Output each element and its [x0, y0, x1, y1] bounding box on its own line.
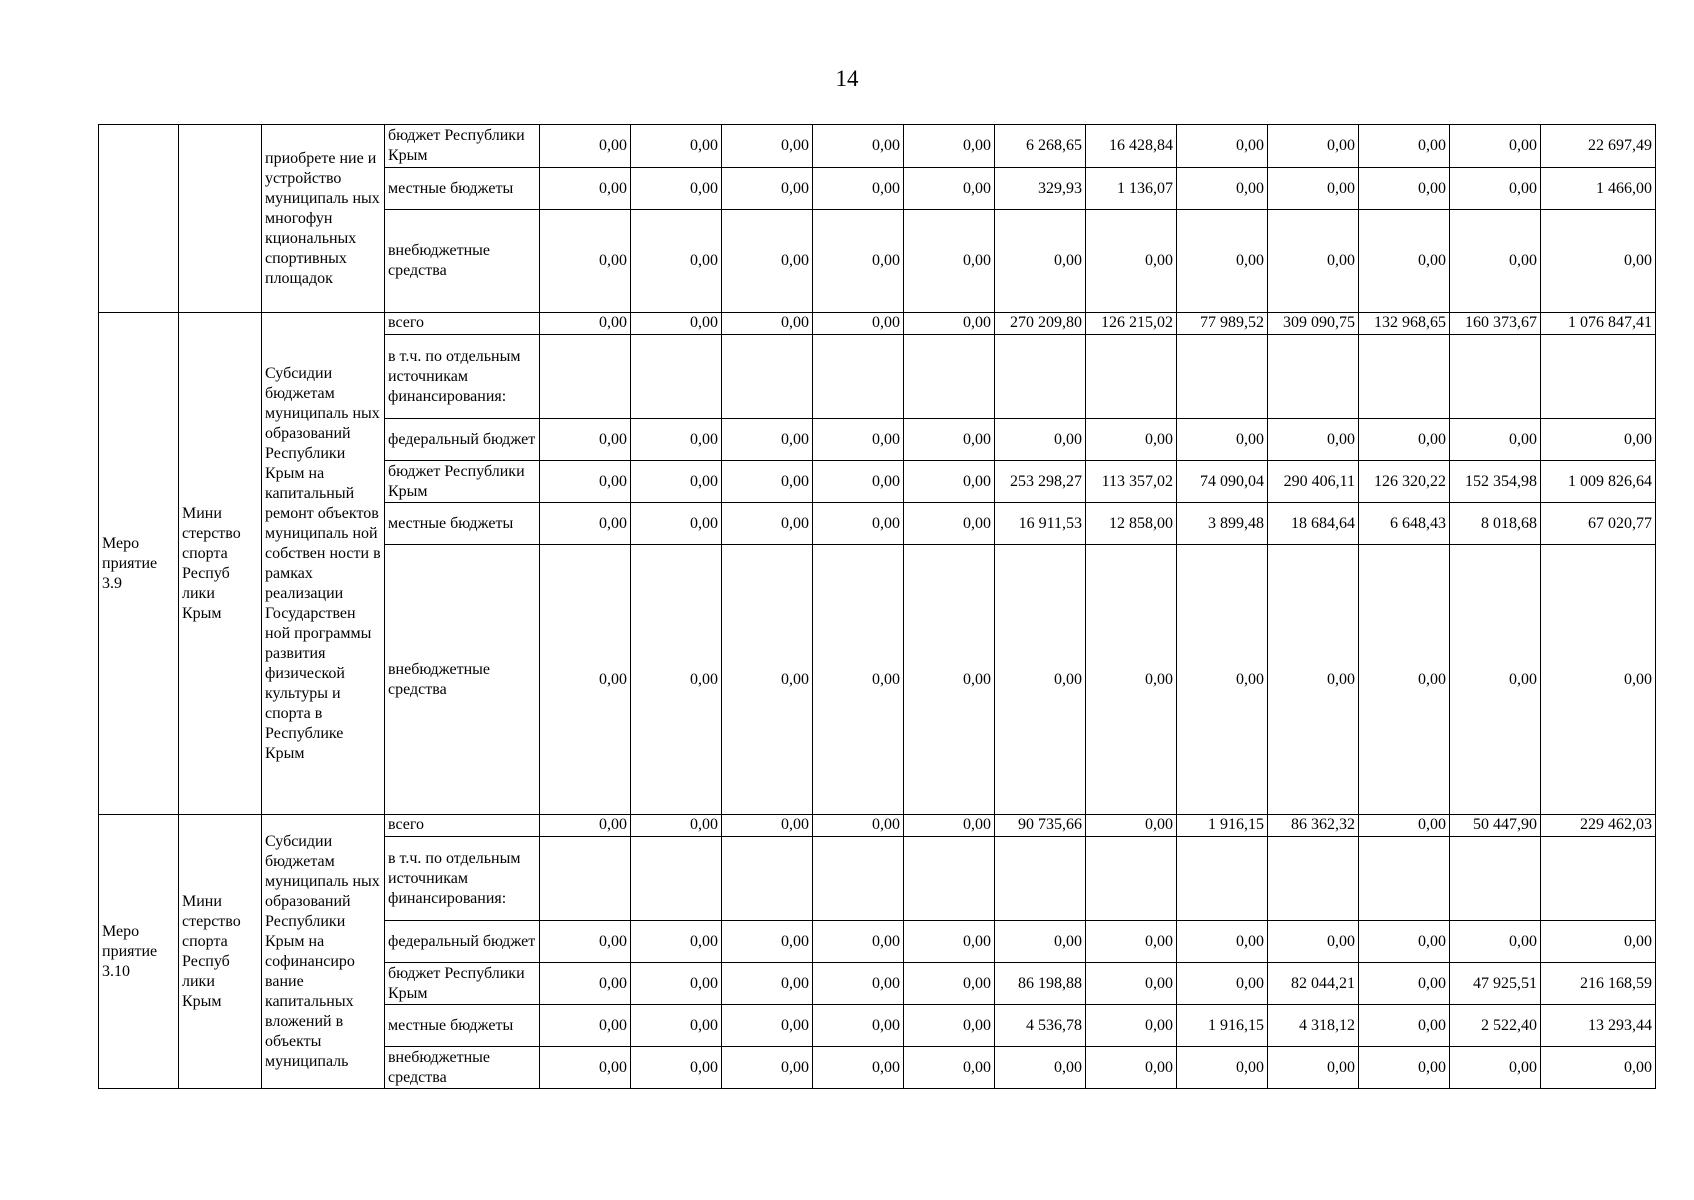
value-cell: 0,00: [1177, 1047, 1268, 1089]
total-value-cell: 0,00: [1541, 419, 1656, 461]
value-cell: 50 447,90: [1450, 815, 1541, 837]
total-value-cell: [1541, 335, 1656, 419]
value-cell: 2 522,40: [1450, 1005, 1541, 1047]
value-cell: 0,00: [813, 1047, 904, 1089]
value-cell: 0,00: [1359, 545, 1450, 815]
value-cell: 0,00: [1086, 419, 1177, 461]
value-cell: [1086, 335, 1177, 419]
value-cell: 82 044,21: [1268, 963, 1359, 1005]
value-cell: 0,00: [540, 503, 631, 545]
value-cell: 0,00: [904, 545, 995, 815]
value-cell: 0,00: [1450, 125, 1541, 168]
value-cell: 0,00: [540, 313, 631, 335]
total-value-cell: 1 076 847,41: [1541, 313, 1656, 335]
value-cell: 6 268,65: [995, 125, 1086, 168]
value-cell: 0,00: [1268, 168, 1359, 210]
value-cell: 0,00: [904, 1047, 995, 1089]
total-value-cell: 216 168,59: [1541, 963, 1656, 1005]
value-cell: 0,00: [631, 125, 722, 168]
value-cell: 0,00: [540, 921, 631, 963]
value-cell: 0,00: [904, 503, 995, 545]
funding-source-cell: внебюджетные средства: [385, 1047, 540, 1089]
event-cell: Меро приятие 3.10: [99, 815, 179, 1089]
financing-table: [98, 124, 1656, 1089]
value-cell: 0,00: [904, 125, 995, 168]
value-cell: 0,00: [722, 1005, 813, 1047]
value-cell: 0,00: [1359, 168, 1450, 210]
value-cell: 0,00: [813, 168, 904, 210]
funding-source-cell: бюджет Республики Крым: [385, 461, 540, 503]
value-cell: 329,93: [995, 168, 1086, 210]
value-cell: 0,00: [722, 125, 813, 168]
value-cell: 0,00: [1086, 1005, 1177, 1047]
value-cell: 1 916,15: [1177, 1005, 1268, 1047]
value-cell: 0,00: [540, 210, 631, 313]
value-cell: 0,00: [631, 1047, 722, 1089]
value-cell: 0,00: [1268, 545, 1359, 815]
value-cell: [540, 335, 631, 419]
total-value-cell: 1 009 826,64: [1541, 461, 1656, 503]
total-value-cell: 67 020,77: [1541, 503, 1656, 545]
value-cell: [1177, 837, 1268, 921]
value-cell: 0,00: [722, 210, 813, 313]
value-cell: 0,00: [1177, 419, 1268, 461]
value-cell: 0,00: [1450, 921, 1541, 963]
value-cell: [904, 335, 995, 419]
value-cell: 0,00: [722, 503, 813, 545]
total-value-cell: 22 697,49: [1541, 125, 1656, 168]
value-cell: 0,00: [904, 921, 995, 963]
executor-cell: Мини стерство спорта Респуб лики Крым: [179, 313, 262, 815]
value-cell: [631, 837, 722, 921]
value-cell: 0,00: [1359, 210, 1450, 313]
value-cell: 0,00: [995, 1047, 1086, 1089]
value-cell: 0,00: [813, 461, 904, 503]
value-cell: 0,00: [722, 419, 813, 461]
value-cell: 0,00: [540, 963, 631, 1005]
value-cell: [1268, 335, 1359, 419]
value-cell: 0,00: [813, 125, 904, 168]
value-cell: 0,00: [813, 313, 904, 335]
value-cell: 0,00: [1450, 545, 1541, 815]
value-cell: 0,00: [1177, 921, 1268, 963]
value-cell: 0,00: [631, 419, 722, 461]
value-cell: 0,00: [1177, 963, 1268, 1005]
value-cell: 0,00: [813, 921, 904, 963]
value-cell: [995, 335, 1086, 419]
total-value-cell: [1541, 837, 1656, 921]
value-cell: [1450, 335, 1541, 419]
value-cell: 4 536,78: [995, 1005, 1086, 1047]
funding-source-cell: внебюджетные средства: [385, 210, 540, 313]
funding-source-cell: всего: [385, 815, 540, 837]
value-cell: 132 968,65: [1359, 313, 1450, 335]
value-cell: 0,00: [722, 1047, 813, 1089]
value-cell: [722, 837, 813, 921]
value-cell: 0,00: [813, 1005, 904, 1047]
value-cell: [631, 335, 722, 419]
value-cell: 0,00: [813, 815, 904, 837]
value-cell: 0,00: [904, 963, 995, 1005]
table-row: [99, 313, 1656, 335]
value-cell: 160 373,67: [1450, 313, 1541, 335]
value-cell: 0,00: [1359, 125, 1450, 168]
value-cell: 3 899,48: [1177, 503, 1268, 545]
value-cell: 0,00: [722, 545, 813, 815]
event-cell: Меро приятие 3.9: [99, 313, 179, 815]
total-value-cell: 229 462,03: [1541, 815, 1656, 837]
value-cell: [813, 335, 904, 419]
value-cell: 0,00: [631, 210, 722, 313]
value-cell: 74 090,04: [1177, 461, 1268, 503]
funding-source-cell: местные бюджеты: [385, 168, 540, 210]
value-cell: 0,00: [540, 1047, 631, 1089]
funding-source-cell: бюджет Республики Крым: [385, 963, 540, 1005]
value-cell: [1359, 837, 1450, 921]
value-cell: [813, 837, 904, 921]
value-cell: [1450, 837, 1541, 921]
total-value-cell: 13 293,44: [1541, 1005, 1656, 1047]
value-cell: 0,00: [631, 168, 722, 210]
value-cell: [1177, 335, 1268, 419]
table-body: [99, 125, 1656, 1089]
executor-cell: [179, 125, 262, 313]
value-cell: 0,00: [1450, 168, 1541, 210]
value-cell: 0,00: [904, 461, 995, 503]
value-cell: 47 925,51: [1450, 963, 1541, 1005]
value-cell: 0,00: [722, 921, 813, 963]
value-cell: 12 858,00: [1086, 503, 1177, 545]
value-cell: 8 018,68: [1450, 503, 1541, 545]
value-cell: 309 090,75: [1268, 313, 1359, 335]
value-cell: 270 209,80: [995, 313, 1086, 335]
value-cell: 152 354,98: [1450, 461, 1541, 503]
measure-name-cell: Субсидии бюджетам муниципаль ных образований Республики Крым на капитальный ремонт объектов муниципаль ной собствен ности в рамках реализации Государствен ной программы развития физической культуры и спорта в Республике Крым: [262, 313, 385, 815]
value-cell: 6 648,43: [1359, 503, 1450, 545]
value-cell: 126 320,22: [1359, 461, 1450, 503]
value-cell: 0,00: [1359, 921, 1450, 963]
value-cell: 0,00: [813, 503, 904, 545]
value-cell: [904, 837, 995, 921]
value-cell: 16 911,53: [995, 503, 1086, 545]
value-cell: 0,00: [1450, 210, 1541, 313]
total-value-cell: 1 466,00: [1541, 168, 1656, 210]
value-cell: 0,00: [540, 125, 631, 168]
table-row: [99, 125, 1656, 168]
value-cell: 0,00: [813, 419, 904, 461]
value-cell: 86 198,88: [995, 963, 1086, 1005]
value-cell: 0,00: [813, 963, 904, 1005]
measure-name-cell: приобрете ние и устройство муниципаль ных многофун кциональных спортивных площадок: [262, 125, 385, 313]
value-cell: 86 362,32: [1268, 815, 1359, 837]
value-cell: 16 428,84: [1086, 125, 1177, 168]
event-cell: [99, 125, 179, 313]
funding-source-cell: внебюджетные средства: [385, 545, 540, 815]
value-cell: 0,00: [1268, 210, 1359, 313]
measure-name-cell: Субсидии бюджетам муниципаль ных образований Республики Крым на софинансиро вание капитальных вложений в объекты муниципаль: [262, 815, 385, 1089]
funding-source-cell: федеральный бюджет: [385, 419, 540, 461]
value-cell: 0,00: [904, 419, 995, 461]
value-cell: 0,00: [904, 168, 995, 210]
value-cell: 0,00: [722, 815, 813, 837]
value-cell: 113 357,02: [1086, 461, 1177, 503]
value-cell: [1359, 335, 1450, 419]
total-value-cell: 0,00: [1541, 545, 1656, 815]
value-cell: 77 989,52: [1177, 313, 1268, 335]
value-cell: 0,00: [540, 168, 631, 210]
value-cell: 0,00: [1177, 545, 1268, 815]
value-cell: 1 136,07: [1086, 168, 1177, 210]
value-cell: 0,00: [904, 815, 995, 837]
table-row: [99, 815, 1656, 837]
value-cell: 0,00: [540, 815, 631, 837]
funding-source-cell: местные бюджеты: [385, 1005, 540, 1047]
value-cell: 0,00: [1086, 921, 1177, 963]
funding-source-cell: бюджет Республики Крым: [385, 125, 540, 168]
value-cell: 0,00: [1086, 210, 1177, 313]
value-cell: 0,00: [1268, 419, 1359, 461]
value-cell: [995, 837, 1086, 921]
value-cell: 0,00: [722, 313, 813, 335]
value-cell: [540, 837, 631, 921]
value-cell: 0,00: [631, 545, 722, 815]
value-cell: 0,00: [631, 503, 722, 545]
value-cell: 0,00: [813, 545, 904, 815]
value-cell: 0,00: [813, 210, 904, 313]
value-cell: 0,00: [1086, 1047, 1177, 1089]
value-cell: 0,00: [1268, 125, 1359, 168]
funding-source-cell: в т.ч. по отдельным источникам финансирования:: [385, 335, 540, 419]
value-cell: 0,00: [1177, 210, 1268, 313]
executor-cell: Мини стерство спорта Респуб лики Крым: [179, 815, 262, 1089]
value-cell: 0,00: [540, 545, 631, 815]
value-cell: 0,00: [540, 419, 631, 461]
value-cell: 0,00: [631, 963, 722, 1005]
value-cell: [1268, 837, 1359, 921]
value-cell: 0,00: [1177, 168, 1268, 210]
total-value-cell: 0,00: [1541, 921, 1656, 963]
value-cell: 0,00: [722, 168, 813, 210]
value-cell: 0,00: [1086, 963, 1177, 1005]
value-cell: 90 735,66: [995, 815, 1086, 837]
value-cell: 0,00: [995, 210, 1086, 313]
value-cell: 0,00: [1359, 1047, 1450, 1089]
value-cell: 0,00: [631, 1005, 722, 1047]
value-cell: 290 406,11: [1268, 461, 1359, 503]
value-cell: 0,00: [904, 210, 995, 313]
value-cell: 0,00: [1359, 963, 1450, 1005]
value-cell: 0,00: [1086, 815, 1177, 837]
funding-source-cell: местные бюджеты: [385, 503, 540, 545]
value-cell: 0,00: [631, 313, 722, 335]
value-cell: 0,00: [904, 1005, 995, 1047]
value-cell: 0,00: [1268, 1047, 1359, 1089]
value-cell: 126 215,02: [1086, 313, 1177, 335]
funding-source-cell: в т.ч. по отдельным источникам финансирования:: [385, 837, 540, 921]
value-cell: 253 298,27: [995, 461, 1086, 503]
value-cell: 0,00: [631, 815, 722, 837]
value-cell: 0,00: [995, 419, 1086, 461]
value-cell: 0,00: [631, 921, 722, 963]
total-value-cell: 0,00: [1541, 1047, 1656, 1089]
value-cell: 0,00: [1359, 1005, 1450, 1047]
value-cell: 18 684,64: [1268, 503, 1359, 545]
value-cell: [722, 335, 813, 419]
total-value-cell: 0,00: [1541, 210, 1656, 313]
funding-source-cell: всего: [385, 313, 540, 335]
value-cell: 0,00: [995, 921, 1086, 963]
value-cell: 0,00: [1086, 545, 1177, 815]
value-cell: 0,00: [995, 545, 1086, 815]
value-cell: 0,00: [722, 963, 813, 1005]
value-cell: 0,00: [1359, 815, 1450, 837]
value-cell: 0,00: [904, 313, 995, 335]
value-cell: [1086, 837, 1177, 921]
value-cell: 4 318,12: [1268, 1005, 1359, 1047]
value-cell: 0,00: [1450, 1047, 1541, 1089]
value-cell: 0,00: [1177, 125, 1268, 168]
value-cell: 0,00: [540, 1005, 631, 1047]
page-number: 14: [835, 66, 859, 91]
value-cell: 1 916,15: [1177, 815, 1268, 837]
value-cell: 0,00: [1450, 419, 1541, 461]
funding-source-cell: федеральный бюджет: [385, 921, 540, 963]
value-cell: 0,00: [1359, 419, 1450, 461]
value-cell: 0,00: [1268, 921, 1359, 963]
value-cell: 0,00: [631, 461, 722, 503]
value-cell: 0,00: [540, 461, 631, 503]
value-cell: 0,00: [722, 461, 813, 503]
